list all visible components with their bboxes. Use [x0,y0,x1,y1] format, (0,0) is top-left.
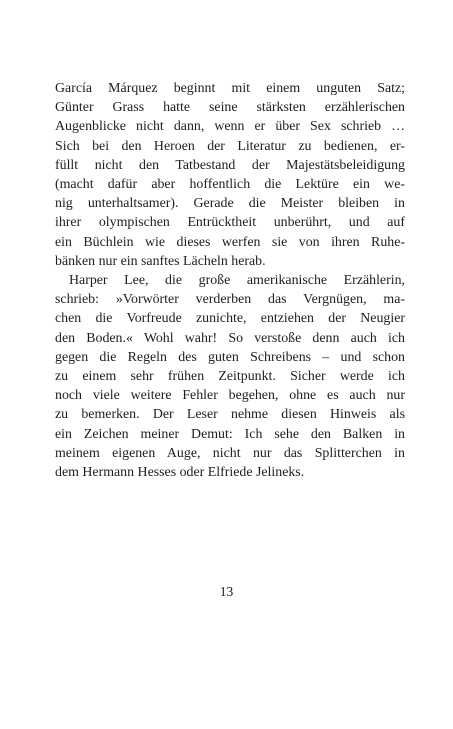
text-line: noch viele weitere Fehler begehen, ohne es auch nur [55,388,405,404]
text-line: ein Zeichen meiner Demut: Ich sehe den Balken in [55,426,405,442]
text-line: Harper Lee, die große amerikanische Erzählerin, [69,273,405,289]
text-line: bänken nur ein sanftes Lächeln herab. [55,253,266,269]
text-line: zu einem sehr frühen Zeitpunkt. Sicher werde ich [55,369,405,385]
text-line: ihrer olympischen Entrücktheit unberührt, und auf [55,215,405,231]
text-line: den Boden.« Wohl wahr! So verstoße denn auch ich [55,330,405,346]
text-line: (macht dafür aber hoffentlich die Lektüre ein we- [55,177,405,193]
text-line: Günter Grass hatte seine stärksten erzählerischen [55,100,405,116]
text-line: dem Hermann Hesses oder Elfriede Jelineks. [55,465,305,481]
text-line: füllt nicht den Tatbestand der Majestätsbeleidigung [55,157,405,173]
text-line: Augenblicke nicht dann, wenn er über Sex schrieb … [55,119,405,135]
text-line: chen die Vorfreude zunichte, entziehen der Neugier [55,311,405,327]
text-line: ein Büchlein wie dieses werfen sie von ihren Ruhe- [55,234,405,250]
text-line: García Márquez beginnt mit einem unguten Satz; [55,81,405,96]
page-number: 13 [219,584,234,599]
text-line: meinem eigenen Auge, nicht nur das Splitterchen in [55,445,405,461]
text-line: Sich bei den Heroen der Literatur zu bedienen, er- [55,138,405,154]
text-line: schrieb: »Vorwörter verderben das Vergnügen, ma- [55,292,405,308]
body-text [55,79,405,482]
text-line: gegen die Regeln des guten Schreibens – und schon [55,349,405,365]
text-line: nig unterhaltsamer). Gerade die Meister bleiben in [55,196,405,212]
paragraph-2 [55,271,405,482]
text-line: zu bemerken. Der Leser nehme diesen Hinweis als [55,407,405,423]
paragraph-1 [55,79,405,271]
